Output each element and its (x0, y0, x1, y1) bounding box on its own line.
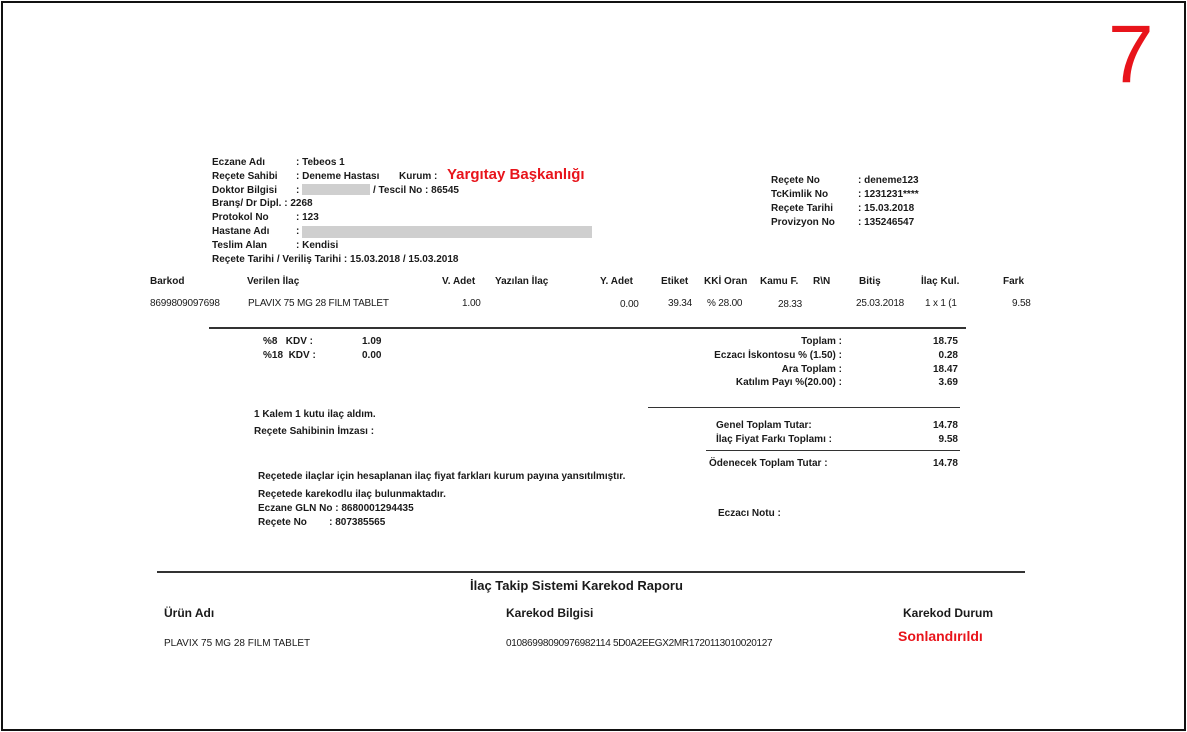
recete-tarihi-value: : 15.03.2018 (858, 203, 915, 214)
col-kamu: Kamu F. (760, 276, 799, 287)
recete-no-value: : deneme123 (858, 175, 919, 186)
kurum-label: Kurum : (399, 171, 438, 182)
katilim-label: Katılım Payı %(20.00) : (735, 377, 842, 388)
teslim-label: Teslim Alan (212, 240, 268, 251)
doktor-colon: : (296, 185, 300, 196)
protokol-label: Protokol No (212, 212, 269, 223)
tescil-label: / Tescil No : 86545 (373, 185, 459, 196)
tc-value: : 1231231**** (858, 189, 919, 200)
iskonto-value: 0.28 (938, 350, 958, 361)
teslim-value: : Kendisi (296, 240, 339, 251)
kalem-note: 1 Kalem 1 kutu ilaç aldım. (254, 409, 376, 420)
col-y-adet: Y. Adet (600, 276, 633, 287)
page-number: 7 (1108, 9, 1154, 100)
gln-line: Eczane GLN No : 8680001294435 (258, 503, 414, 514)
col-bitis: Bitiş (859, 276, 881, 287)
recete-sahibi-value: : Deneme Hastası (296, 171, 380, 182)
row-fark: 9.58 (1012, 298, 1031, 309)
toplam-value: 18.75 (932, 336, 958, 347)
col-kul: İlaç Kul. (921, 276, 960, 287)
row-kamu: 28.33 (778, 299, 803, 310)
hastane-redaction (302, 226, 592, 238)
col-yazilan: Yazılan İlaç (495, 276, 549, 287)
report-durum: Sonlandırıldı (898, 628, 983, 644)
eczane-adi-value: : Tebeos 1 (296, 157, 345, 168)
col-rn: R\N (813, 276, 831, 287)
col-barkod: Barkod (150, 276, 185, 287)
col-kki: KKİ Oran (704, 276, 748, 287)
kurum-value: Yargıtay Başkanlığı (447, 166, 585, 183)
col-fark: Fark (1003, 276, 1025, 287)
hastane-label: Hastane Adı (212, 226, 270, 237)
row-verilen: PLAVIX 75 MG 28 FILM TABLET (248, 298, 389, 309)
tc-label: TcKimlik No (771, 189, 829, 200)
row-etiket: 39.34 (668, 298, 693, 309)
hastane-colon: : (296, 226, 300, 237)
brans-label: Branş/ Dr Dipl. : 2268 (212, 198, 313, 209)
imza-label: Reçete Sahibinin İmzası : (254, 426, 375, 437)
kdv-8-label: %8 KDV : (263, 336, 314, 347)
report-divider (157, 571, 1025, 573)
recete-tarihi-label: Reçete Tarihi (771, 203, 834, 214)
page-frame (1, 1, 1186, 731)
recete-tarihi-line: Reçete Tarihi / Veriliş Tarihi : 15.03.2018 / 15.03.2018 (212, 254, 459, 265)
col-karekod-durum: Karekod Durum (903, 606, 994, 620)
col-karekod-bilgisi: Karekod Bilgisi (506, 606, 594, 620)
ara-toplam-label: Ara Toplam : (781, 364, 842, 375)
totals-divider-1 (648, 407, 960, 408)
row-barkod: 8699809097698 (150, 298, 220, 309)
col-verilen: Verilen İlaç (247, 276, 300, 287)
doktor-redaction (302, 184, 370, 195)
katilim-value: 3.69 (938, 377, 958, 388)
provizyon-value: : 135246547 (858, 217, 915, 228)
odenecek-value: 14.78 (932, 458, 958, 469)
ara-toplam-value: 18.47 (932, 364, 958, 375)
row-v-adet: 1.00 (462, 298, 481, 309)
report-karekod: 01086998090976982114 5D0A2EEGX2MR1720113010020127 (506, 638, 773, 649)
kdv-8-value: 1.09 (362, 336, 382, 347)
eczaci-notu-label: Eczacı Notu : (718, 508, 781, 519)
toplam-label: Toplam : (801, 336, 842, 347)
protokol-value: : 123 (296, 212, 319, 223)
kdv-18-value: 0.00 (362, 350, 382, 361)
col-urun-adi: Ürün Adı (164, 606, 215, 620)
col-etiket: Etiket (661, 276, 689, 287)
recete-no-label: Reçete No (771, 175, 820, 186)
row-y-adet: 0.00 (620, 299, 639, 310)
odenecek-label: Ödenecek Toplam Tutar : (709, 458, 828, 469)
report-title: İlaç Takip Sistemi Karekod Raporu (470, 578, 683, 593)
kdv-18-label: %18 KDV : (263, 350, 316, 361)
row-kul: 1 x 1 (1 (925, 298, 957, 309)
fiyat-farki-note: Reçetede ilaçlar için hesaplanan ilaç fiyat farkları kurum payına yansıtılmıştır. (258, 471, 626, 482)
eczane-adi-label: Eczane Adı (212, 157, 265, 168)
table-divider (209, 327, 966, 329)
row-kki: % 28.00 (707, 298, 743, 309)
recete-no-line: Reçete No : 807385565 (258, 517, 386, 528)
report-urun: PLAVIX 75 MG 28 FILM TABLET (164, 638, 311, 649)
iskonto-label: Eczacı İskontosu % (1.50) : (714, 350, 842, 361)
col-v-adet: V. Adet (442, 276, 476, 287)
fiyat-farki-value: 9.58 (938, 434, 958, 445)
totals-divider-2 (706, 450, 960, 451)
fiyat-farki-label: İlaç Fiyat Farkı Toplamı : (716, 434, 832, 445)
genel-toplam-value: 14.78 (932, 420, 958, 431)
row-bitis: 25.03.2018 (856, 298, 905, 309)
provizyon-label: Provizyon No (771, 217, 835, 228)
genel-toplam-label: Genel Toplam Tutar: (716, 420, 812, 431)
doktor-label: Doktor Bilgisi (212, 185, 278, 196)
recete-sahibi-label: Reçete Sahibi (212, 171, 278, 182)
karekod-note: Reçetede karekodlu ilaç bulunmaktadır. (258, 489, 446, 500)
